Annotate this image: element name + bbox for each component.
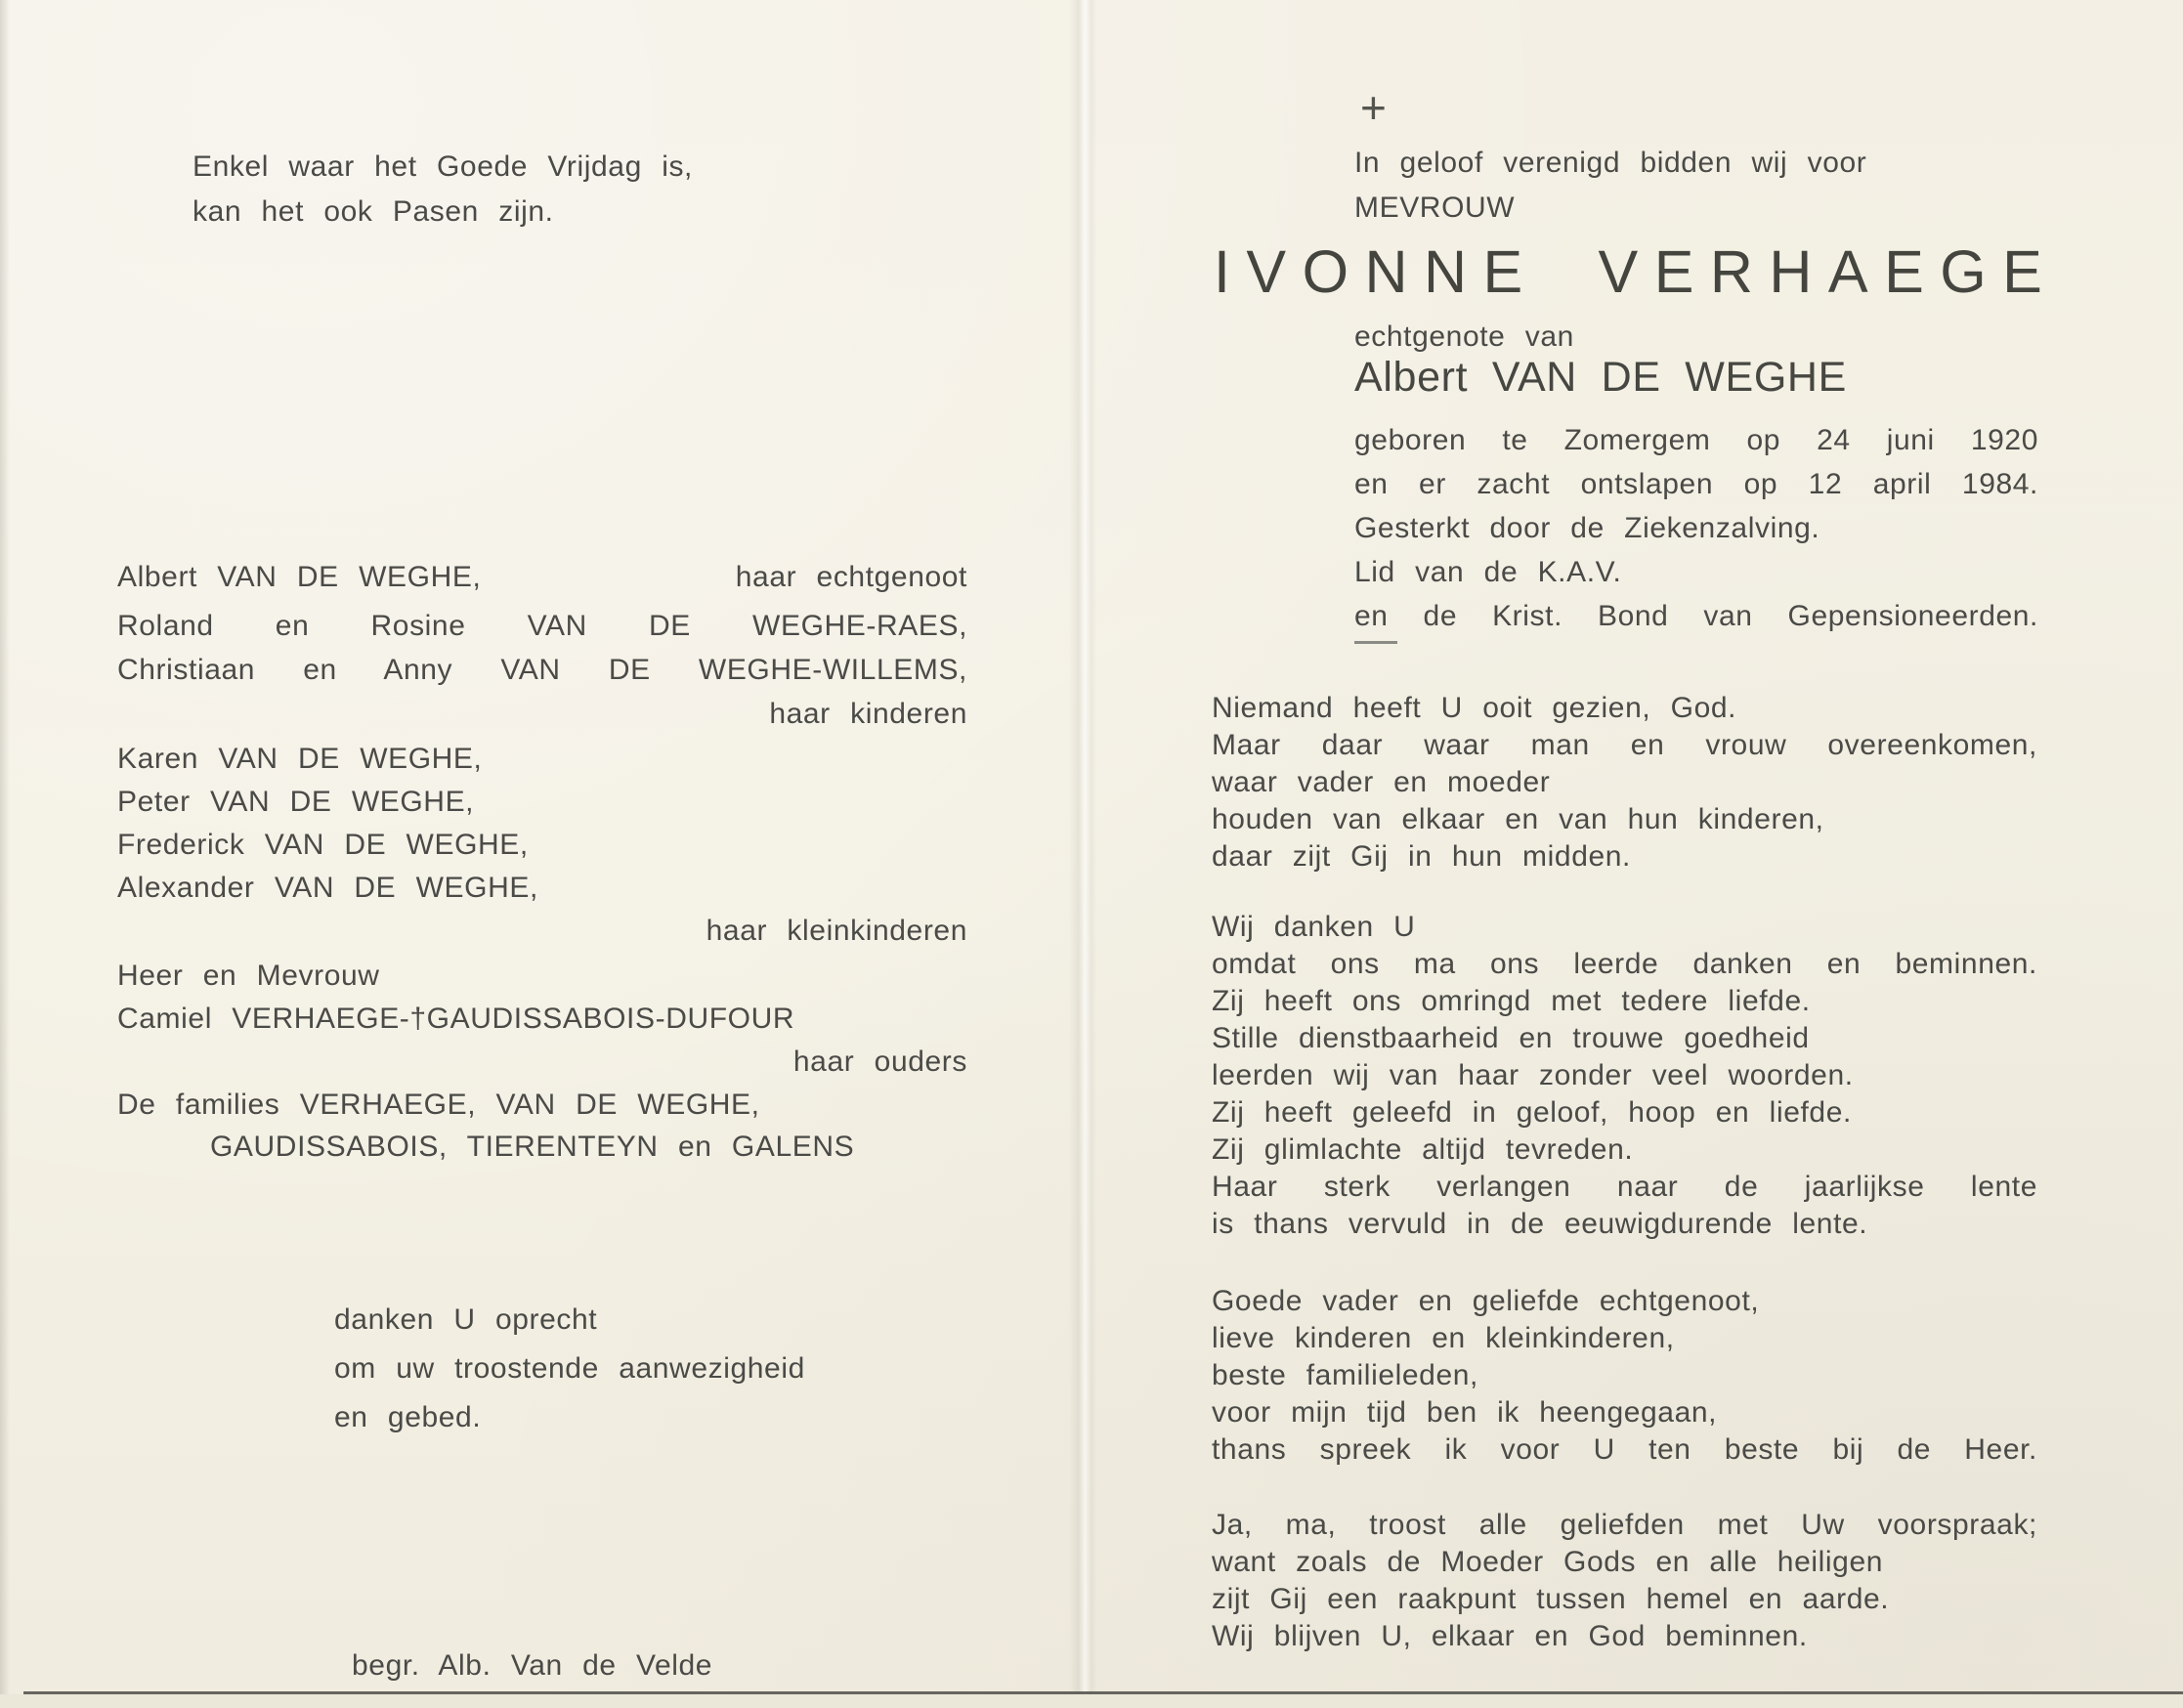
families-line: De families VERHAEGE, VAN DE WEGHE, bbox=[117, 1089, 760, 1121]
intro-line: MEVROUW bbox=[1354, 192, 1516, 224]
prayer-line: Ja, ma, troost alle geliefden met Uw voorspraak; bbox=[1212, 1509, 2037, 1541]
prayer-line: waar vader en moeder bbox=[1212, 766, 1551, 798]
family-member-name: Camiel VERHAEGE-†GAUDISSABOIS-DUFOUR bbox=[117, 1003, 795, 1035]
prayer-line: beste familieleden, bbox=[1212, 1359, 1478, 1391]
card-fold-crease bbox=[1069, 0, 1096, 1708]
family-member-name: Alexander VAN DE WEGHE, bbox=[117, 872, 538, 904]
thanks-line: en gebed. bbox=[334, 1401, 482, 1433]
biography-line: Lid van de K.A.V. bbox=[1354, 556, 1622, 588]
epigraph-line: Enkel waar het Goede Vrijdag is, bbox=[193, 150, 693, 183]
prayer-line: houden van elkaar en van hun kinderen, bbox=[1212, 803, 1824, 835]
scan-bottom-strip bbox=[0, 1694, 2183, 1708]
family-member-name: Karen VAN DE WEGHE, bbox=[117, 743, 483, 775]
card-bottom-edge bbox=[23, 1691, 2183, 1694]
spouse-intro: echtgenote van bbox=[1354, 320, 1574, 353]
thanks-line: om uw troostende aanwezigheid bbox=[334, 1352, 805, 1385]
prayer-line: leerden wij van haar zonder veel woorden. bbox=[1212, 1059, 1854, 1091]
family-member-name: Frederick VAN DE WEGHE, bbox=[117, 829, 529, 861]
deceased-name-heading: IVONNE VERHAEGE bbox=[1214, 238, 2059, 305]
prayer-paragraph-3 bbox=[1212, 1283, 2037, 1469]
biography-line: en er zacht ontslapen op 12 april 1984. bbox=[1354, 468, 2038, 500]
cross-icon: + bbox=[1360, 82, 1388, 133]
prayer-line: Zij heeft ons omringd met tedere liefde. bbox=[1212, 985, 1811, 1017]
family-member-name: Heer en Mevrouw bbox=[117, 960, 380, 992]
epigraph-line: kan het ook Pasen zijn. bbox=[193, 195, 554, 228]
biography-block bbox=[1354, 418, 2038, 638]
intro-line: In geloof verenigd bidden wij voor bbox=[1354, 147, 1867, 179]
relation-label: haar echtgenoot bbox=[735, 561, 967, 593]
relation-label: haar kinderen bbox=[769, 698, 967, 730]
thanks-line: danken U oprecht bbox=[334, 1303, 598, 1336]
prayer-line: zijt Gij een raakpunt tussen hemel en aarde. bbox=[1212, 1583, 1890, 1615]
family-member-name: Albert VAN DE WEGHE, bbox=[117, 561, 482, 593]
biography-line: Gesterkt door de Ziekenzalving. bbox=[1354, 512, 1820, 544]
printer-credit: begr. Alb. Van de Velde bbox=[352, 1649, 713, 1682]
family-member-name: Roland en Rosine VAN DE WEGHE-RAES, bbox=[117, 610, 967, 642]
prayer-paragraph-2 bbox=[1212, 909, 2037, 1243]
prayer-line: Stille dienstbaarheid en trouwe goedheid bbox=[1212, 1022, 1810, 1054]
prayer-line: Wij blijven U, elkaar en God beminnen. bbox=[1212, 1620, 1808, 1652]
prayer-line: want zoals de Moeder Gods en alle heiligen bbox=[1212, 1546, 1884, 1578]
section-divider bbox=[1354, 641, 1397, 644]
families-line: GAUDISSABOIS, TIERENTEYN en GALENS bbox=[210, 1131, 855, 1163]
prayer-line: omdat ons ma ons leerde danken en beminnen. bbox=[1212, 948, 2037, 980]
relation-label: haar ouders bbox=[792, 1046, 967, 1078]
prayer-line: daar zijt Gij in hun midden. bbox=[1212, 840, 1631, 873]
biography-line: en de Krist. Bond van Gepensioneerden. bbox=[1354, 600, 2038, 632]
biography-line: geboren te Zomergem op 24 juni 1920 bbox=[1354, 424, 2038, 456]
spouse-name: Albert VAN DE WEGHE bbox=[1354, 354, 1847, 401]
prayer-line: Maar daar waar man en vrouw overeenkomen, bbox=[1212, 729, 2037, 761]
prayer-line: voor mijn tijd ben ik heengegaan, bbox=[1212, 1396, 1718, 1429]
scan-left-edge-shadow bbox=[0, 0, 10, 1708]
prayer-line: thans spreek ik voor U ten beste bij de Heer. bbox=[1212, 1433, 2037, 1466]
prayer-line: Wij danken U bbox=[1212, 911, 1416, 943]
prayer-line: Goede vader en geliefde echtgenoot, bbox=[1212, 1285, 1760, 1317]
prayer-line: lieve kinderen en kleinkinderen, bbox=[1212, 1322, 1675, 1354]
relation-label: haar kleinkinderen bbox=[706, 915, 967, 947]
prayer-line: Zij heeft geleefd in geloof, hoop en liefde. bbox=[1212, 1096, 1852, 1129]
family-member-name: Peter VAN DE WEGHE, bbox=[117, 786, 475, 818]
prayer-paragraph-1 bbox=[1212, 690, 2037, 875]
prayer-line: Zij glimlachte altijd tevreden. bbox=[1212, 1133, 1634, 1166]
prayer-paragraph-4 bbox=[1212, 1507, 2037, 1655]
family-member-name: Christiaan en Anny VAN DE WEGHE-WILLEMS, bbox=[117, 654, 967, 686]
prayer-line: Niemand heeft U ooit gezien, God. bbox=[1212, 692, 1737, 724]
prayer-line: is thans vervuld in de eeuwigdurende lente. bbox=[1212, 1208, 1868, 1240]
prayer-line: Haar sterk verlangen naar de jaarlijkse lente bbox=[1212, 1171, 2037, 1203]
family-row-husband bbox=[117, 559, 967, 596]
